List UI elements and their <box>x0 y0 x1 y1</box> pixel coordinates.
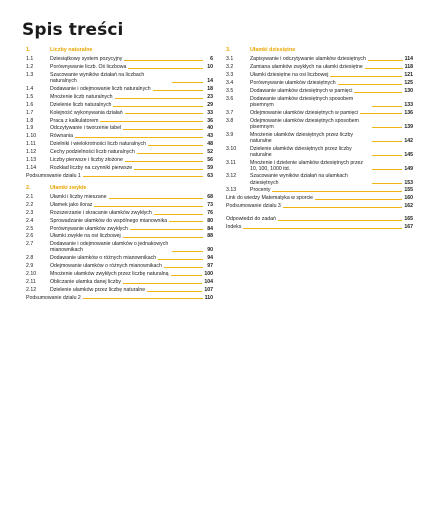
page-number: 84 <box>207 225 213 232</box>
dot-leader <box>354 92 402 93</box>
toc-entry[interactable] <box>26 125 213 133</box>
entry-title: Dzielniki i wielokrotności liczb naturalnych <box>50 141 147 148</box>
entry-title: Porównywanie ułamków zwykłych <box>50 225 128 232</box>
page-number: 90 <box>207 247 213 254</box>
entry-title: Ułamki dziesiętne na osi liczbowej <box>250 72 329 79</box>
entry-number: 1.2 <box>26 64 34 71</box>
dot-leader <box>147 291 202 292</box>
entry-number: 1.3 <box>26 72 34 79</box>
toc-extra-entry[interactable] <box>26 294 213 302</box>
toc-entry[interactable] <box>226 87 413 95</box>
section-number: 3. <box>226 47 231 53</box>
dot-leader <box>153 90 203 91</box>
entry-number: 3.3 <box>226 72 234 79</box>
dot-leader <box>148 145 203 146</box>
entry-title: Odpowiedzi do zadań <box>226 216 276 223</box>
dot-leader <box>125 161 203 162</box>
entry-number: 1.11 <box>26 141 36 148</box>
toc-entry[interactable] <box>26 148 213 156</box>
toc-extra-entry[interactable] <box>26 172 213 180</box>
entry-title: Dzielenie liczb naturalnych <box>50 101 112 108</box>
section-title: Ułamki dziesiętne <box>250 47 296 53</box>
entry-title: Porównywanie ułamków dziesiętnych <box>250 80 336 87</box>
entry-number: 2.9 <box>26 263 34 270</box>
toc-entry[interactable] <box>26 156 213 164</box>
dot-leader <box>360 113 402 114</box>
right-column <box>226 47 413 231</box>
dot-leader <box>100 121 203 122</box>
toc-entry[interactable] <box>26 217 213 225</box>
entry-title: Dodawanie ułamków o różnych mianownikach <box>50 255 157 262</box>
dot-leader <box>83 298 203 299</box>
entry-title: Dzielenie ułamków dziesiętnych przez liczby naturalne <box>250 145 352 158</box>
dot-leader <box>137 153 203 154</box>
toc-extra-entry[interactable] <box>226 194 413 202</box>
dot-leader <box>315 199 402 200</box>
page-number: 48 <box>207 141 213 148</box>
toc-entry[interactable] <box>226 117 413 131</box>
page-number: 133 <box>404 101 413 108</box>
entry-number: 1.6 <box>26 101 34 108</box>
page-number: 80 <box>207 217 213 224</box>
dot-leader <box>154 214 203 215</box>
toc-entry[interactable] <box>226 79 413 87</box>
section-title: Liczby naturalne <box>50 47 93 53</box>
section-heading[interactable] <box>26 185 213 192</box>
page-number: 97 <box>207 263 213 270</box>
dot-leader <box>283 207 403 208</box>
page-number: 29 <box>207 101 213 108</box>
entry-title: Odczytywanie i tworzenie tabel <box>50 125 122 132</box>
page-number: 68 <box>207 194 213 201</box>
toc-entry[interactable] <box>26 270 213 278</box>
toc-entry[interactable] <box>226 131 413 145</box>
page-number: 76 <box>207 209 213 216</box>
page-number: 94 <box>207 255 213 262</box>
dot-leader <box>372 106 402 107</box>
page-number: 155 <box>404 187 413 194</box>
entry-title: Dodawanie ułamków dziesiętnych sposobem pisemnym <box>250 95 354 108</box>
toc-entry[interactable] <box>26 117 213 125</box>
entry-number: 3.10 <box>226 145 237 152</box>
page-number: 149 <box>404 165 413 172</box>
dot-leader <box>128 68 203 69</box>
page-number: 153 <box>404 179 413 186</box>
entry-number: 3.13 <box>226 187 237 194</box>
page-number: 6 <box>210 56 213 63</box>
entry-number: 3.8 <box>226 117 234 124</box>
entry-number: 1.5 <box>26 93 34 100</box>
entry-title: Indeks <box>226 223 242 230</box>
entry-number: 2.11 <box>26 278 36 285</box>
entry-title: Mnożenie ułamków zwykłych przez liczbę naturalną <box>50 271 169 278</box>
entry-number: 3.6 <box>226 95 234 102</box>
entry-number: 2.5 <box>26 225 34 232</box>
toc-entry[interactable] <box>26 164 213 172</box>
dot-leader <box>113 106 203 107</box>
entry-number: 2.6 <box>26 233 34 240</box>
entry-number: 1.14 <box>26 164 37 171</box>
dot-leader <box>158 259 203 260</box>
left-column <box>26 47 213 302</box>
page-number: 88 <box>207 233 213 240</box>
section-heading[interactable] <box>226 47 413 54</box>
entry-title: Podsumowanie działu 1 <box>26 172 81 179</box>
entry-title: Odejmowanie ułamków dziesiętnych sposobem pisemnym <box>250 117 359 130</box>
entry-title: Ułamek jako iloraz <box>50 201 93 208</box>
toc-entry[interactable] <box>26 193 213 201</box>
entry-title: Procenty <box>250 187 271 194</box>
page-title: Spis treści <box>22 20 124 40</box>
toc-entry[interactable] <box>26 140 213 148</box>
entry-title: Podsumowanie działu 3 <box>226 203 281 210</box>
entry-number: 2.1 <box>26 194 34 201</box>
toc-entry[interactable] <box>26 93 213 101</box>
page-number: 165 <box>404 216 413 223</box>
dot-leader <box>125 113 203 114</box>
dot-leader <box>123 283 202 284</box>
entry-number: 1.9 <box>26 125 34 132</box>
entry-number: 1.7 <box>26 109 34 116</box>
entry-title: Dziesiątkowy system pozycyjny <box>50 56 123 63</box>
page-number: 114 <box>404 56 413 63</box>
entry-title: Zapisywanie i odczytywanie ułamków dziesiętnych <box>250 56 366 63</box>
page-number: 63 <box>207 172 213 179</box>
toc-entry[interactable] <box>26 63 213 71</box>
toc-entry[interactable] <box>226 187 413 195</box>
entry-title: Zamiana ułamków zwykłych na ułamki dziesiętne <box>250 64 363 71</box>
toc-entry[interactable] <box>226 56 413 64</box>
entry-number: 3.11 <box>226 159 236 166</box>
entry-title: Dodawanie i odejmowanie ułamków o jednakowych mianownikach <box>50 241 169 254</box>
toc-entry[interactable] <box>26 278 213 286</box>
dot-leader <box>365 68 403 69</box>
section-heading[interactable] <box>26 47 213 54</box>
entry-number: 3.2 <box>226 64 234 71</box>
entry-title: Ułamki zwykłe na osi liczbowej <box>50 233 121 240</box>
toc-entry[interactable] <box>226 95 413 109</box>
dot-leader <box>372 127 402 128</box>
page-number: 14 <box>207 78 213 85</box>
toc-entry[interactable] <box>26 132 213 140</box>
page-number: 107 <box>204 286 213 293</box>
entry-title: Rozszerzanie i skracanie ułamków zwykłych <box>50 209 152 216</box>
dot-leader <box>372 141 402 142</box>
entry-number: 2.2 <box>26 201 34 208</box>
dot-leader <box>372 183 402 184</box>
page-number: 110 <box>204 294 213 301</box>
page-number: 33 <box>207 109 213 116</box>
page-number: 121 <box>404 72 413 79</box>
entry-title: Mnożenie liczb naturalnych <box>50 93 113 100</box>
entry-title: Ułamki i liczby mieszane <box>50 194 107 201</box>
toc-entry[interactable] <box>26 262 213 270</box>
page-number: 18 <box>207 86 213 93</box>
toc-entry[interactable] <box>226 145 413 159</box>
entry-title: Porównywanie liczb. Oś liczbowa <box>50 64 127 71</box>
page-number: 130 <box>404 87 413 94</box>
entry-title: Praca z kalkulatorem <box>50 117 99 124</box>
dot-leader <box>372 169 402 170</box>
toc-entry[interactable] <box>26 254 213 262</box>
dot-leader <box>164 267 203 268</box>
dot-leader <box>372 155 402 156</box>
page-number: 125 <box>404 80 413 87</box>
section-title: Ułamki zwykłe <box>50 184 87 191</box>
toc-entry[interactable] <box>26 201 213 209</box>
entry-title: Liczby pierwsze i liczby złożone <box>50 156 123 163</box>
entry-title: Kolejność wykonywania działań <box>50 109 123 116</box>
dot-leader <box>169 221 203 222</box>
entry-number: 2.12 <box>26 286 37 293</box>
page-number: 59 <box>207 164 213 171</box>
toc-extra-entry[interactable] <box>226 215 413 223</box>
toc-extra-entry[interactable] <box>226 223 413 231</box>
entry-title: Dodawanie i odejmowanie liczb naturalnych <box>50 86 151 93</box>
toc-entry[interactable] <box>226 159 413 173</box>
toc-entry[interactable] <box>26 233 213 241</box>
entry-number: 3.7 <box>226 109 234 116</box>
dot-leader <box>94 206 203 207</box>
page-number: 40 <box>207 125 213 132</box>
page-number: 43 <box>207 133 213 140</box>
page-number: 136 <box>404 109 413 116</box>
page-number: 104 <box>204 278 213 285</box>
dot-leader <box>172 82 203 83</box>
entry-number: 1.13 <box>26 156 37 163</box>
toc-entry[interactable] <box>26 101 213 109</box>
entry-title: Mnożenie i dzielenie ułamków dziesiętnych przez 10, 100, 1000 itd. <box>250 159 364 172</box>
page-number: 23 <box>207 93 213 100</box>
dot-leader <box>134 169 203 170</box>
page-number: 145 <box>404 151 413 158</box>
dot-leader <box>115 98 203 99</box>
entry-title: Szacowanie wyników działań na liczbach naturalnych <box>50 72 145 85</box>
toc-entry[interactable] <box>26 56 213 64</box>
entry-number: 3.9 <box>226 131 234 138</box>
dot-leader <box>83 176 203 177</box>
page-number: 56 <box>207 156 213 163</box>
dot-leader <box>171 275 203 276</box>
entry-title: Cechy podzielności liczb naturalnych <box>50 149 135 156</box>
entry-number: 3.12 <box>226 173 237 180</box>
page-number: 36 <box>207 117 213 124</box>
page-number: 10 <box>207 64 213 71</box>
dot-leader <box>172 251 203 252</box>
entry-number: 2.7 <box>26 241 34 248</box>
page-number: 167 <box>404 223 413 230</box>
dot-leader <box>109 198 203 199</box>
dot-leader <box>330 76 402 77</box>
entry-title: Dzielenie ułamków przez liczbę naturalne <box>50 286 146 293</box>
dot-leader <box>123 237 203 238</box>
toc-entry[interactable] <box>26 286 213 294</box>
entry-title: Sprowadzanie ułamków do wspólnego mianownika <box>50 217 168 224</box>
toc-extra-entry[interactable] <box>226 202 413 210</box>
dot-leader <box>124 60 203 61</box>
page-number: 142 <box>404 137 413 144</box>
entry-title: Rozkład liczby na czynniki pierwsze <box>50 164 133 171</box>
entry-title: Odejmowanie ułamków o różnych mianownikach <box>50 263 162 270</box>
toc-entry[interactable] <box>226 173 413 187</box>
toc-entry[interactable] <box>226 109 413 117</box>
entry-number: 1.4 <box>26 86 34 93</box>
entry-number: 2.3 <box>26 209 34 216</box>
entry-title: Obliczanie ułamka danej liczby <box>50 278 121 285</box>
entry-number: 1.8 <box>26 117 34 124</box>
toc-entry[interactable] <box>26 240 213 254</box>
dot-leader <box>130 229 203 230</box>
entry-number: 3.1 <box>226 56 234 63</box>
dot-leader <box>272 191 402 192</box>
page-number: 118 <box>404 64 413 71</box>
entry-number: 1.1 <box>26 56 34 63</box>
entry-title: Link do wiedzy Matematyka w sporcie <box>226 195 314 202</box>
entry-number: 2.8 <box>26 255 34 262</box>
toc-entry[interactable] <box>26 71 213 85</box>
dot-leader <box>75 137 203 138</box>
dot-leader <box>338 84 403 85</box>
toc-entry[interactable] <box>26 209 213 217</box>
page-number: 73 <box>207 201 213 208</box>
page-number: 139 <box>404 123 413 130</box>
page-number: 100 <box>204 271 213 278</box>
entry-title: Odejmowanie ułamków dziesiętnych w pamięci <box>250 109 359 116</box>
page-number: 162 <box>404 203 413 210</box>
entry-number: 1.12 <box>26 149 37 156</box>
entry-title: Podsumowanie działu 2 <box>26 294 81 301</box>
toc-entry[interactable] <box>26 85 213 93</box>
dot-leader <box>278 220 402 221</box>
section-number: 2. <box>26 184 31 191</box>
entry-number: 2.10 <box>26 271 37 278</box>
entry-number: 3.4 <box>226 80 234 87</box>
entry-title: Mnożenie ułamków dziesiętnych przez liczby naturalne <box>250 131 353 144</box>
toc-entry[interactable] <box>26 225 213 233</box>
entry-title: Dodawanie ułamków dziesiętnych w pamięci <box>250 87 353 94</box>
toc-entry[interactable] <box>226 63 413 71</box>
dot-leader <box>368 60 403 61</box>
dot-leader <box>123 129 203 130</box>
page-number: 160 <box>404 195 413 202</box>
dot-leader <box>243 228 402 229</box>
toc-entry[interactable] <box>26 109 213 117</box>
entry-number: 3.5 <box>226 87 234 94</box>
entry-title: Szacowanie wyników działań na ułamkach dziesiętnych <box>250 173 348 186</box>
toc-entry[interactable] <box>226 71 413 79</box>
entry-number: 2.4 <box>26 217 34 224</box>
page-number: 52 <box>207 149 213 156</box>
entry-title: Równania <box>50 133 74 140</box>
entry-number: 1.10 <box>26 133 37 140</box>
section-number: 1. <box>26 47 31 53</box>
